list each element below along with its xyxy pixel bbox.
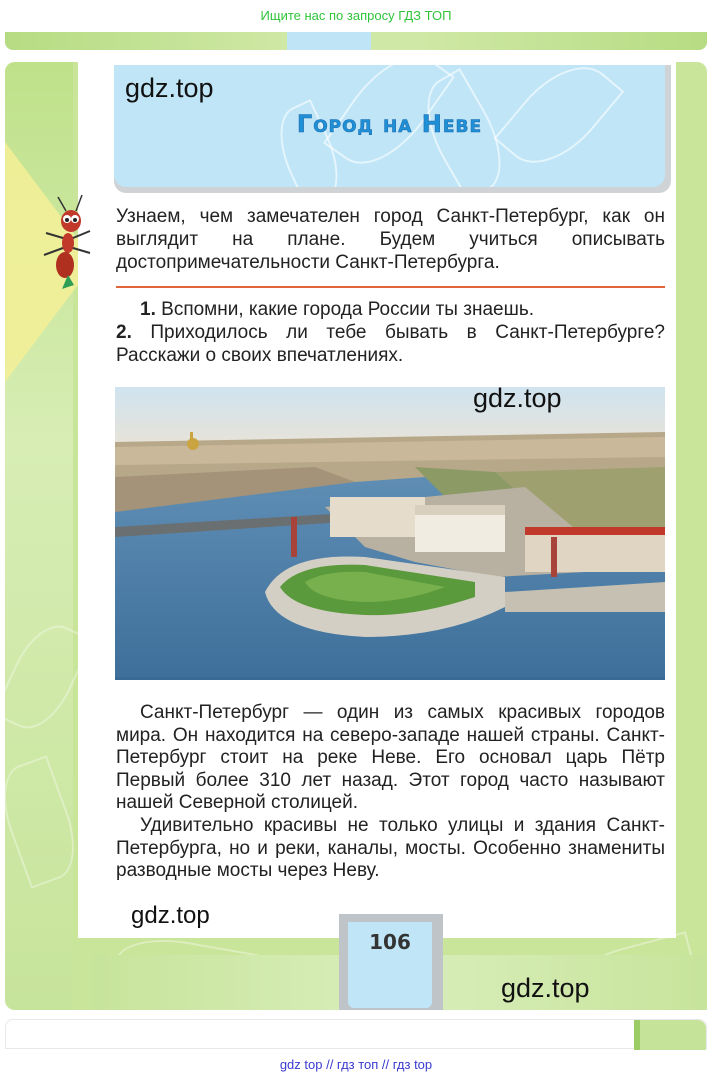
- city-aerial-photo: [115, 387, 665, 680]
- watermark: gdz.top: [125, 73, 214, 103]
- ant-icon: [38, 193, 98, 289]
- watermark: gdz.top: [473, 383, 562, 413]
- questions: [116, 298, 665, 367]
- paragraph-1: Санкт-Петербург — один из самых красивых городов мира. Он находится на северо-западе нашей страны. Санкт-Петербург стоит на реке Неве. Его основал царь Пётр Первый более 310 лет назад. Этот город часто называют нашей Северной столицей.: [116, 702, 665, 814]
- watermark: gdz.top: [501, 973, 590, 1003]
- top-banner[interactable]: Ищите нас по запросу ГДЗ ТОП: [0, 0, 712, 32]
- next-page-strip: [5, 1019, 707, 1049]
- page-title: Город на Неве: [296, 110, 483, 138]
- footer-links[interactable]: gdz top // гдз топ // гдз top: [279, 1057, 433, 1072]
- divider-line: [116, 286, 665, 288]
- question-2: 2. Приходилось ли тебе бывать в Санкт-Петербурге? Расскажи о своих впечатлениях.: [116, 322, 666, 366]
- watermark: gdz.top: [131, 902, 210, 929]
- page-number: 106: [369, 930, 411, 954]
- paragraph-2: Удивительно красивы не только улицы и здания Санкт-Петербурга, но и реки, каналы, мосты. Особенно знамениты разводные мосты через Неву.: [116, 814, 665, 882]
- question-1: 1. Вспомни, какие города России ты знаешь.: [140, 299, 534, 320]
- lesson-intro: Узнаем, чем замечателен город Санкт-Петербург, как он выглядит на плане. Будем учиться описывать достопримечательности Санкт-Петербурга.: [116, 206, 665, 273]
- previous-page-strip: [5, 32, 707, 50]
- main-text: [116, 702, 665, 883]
